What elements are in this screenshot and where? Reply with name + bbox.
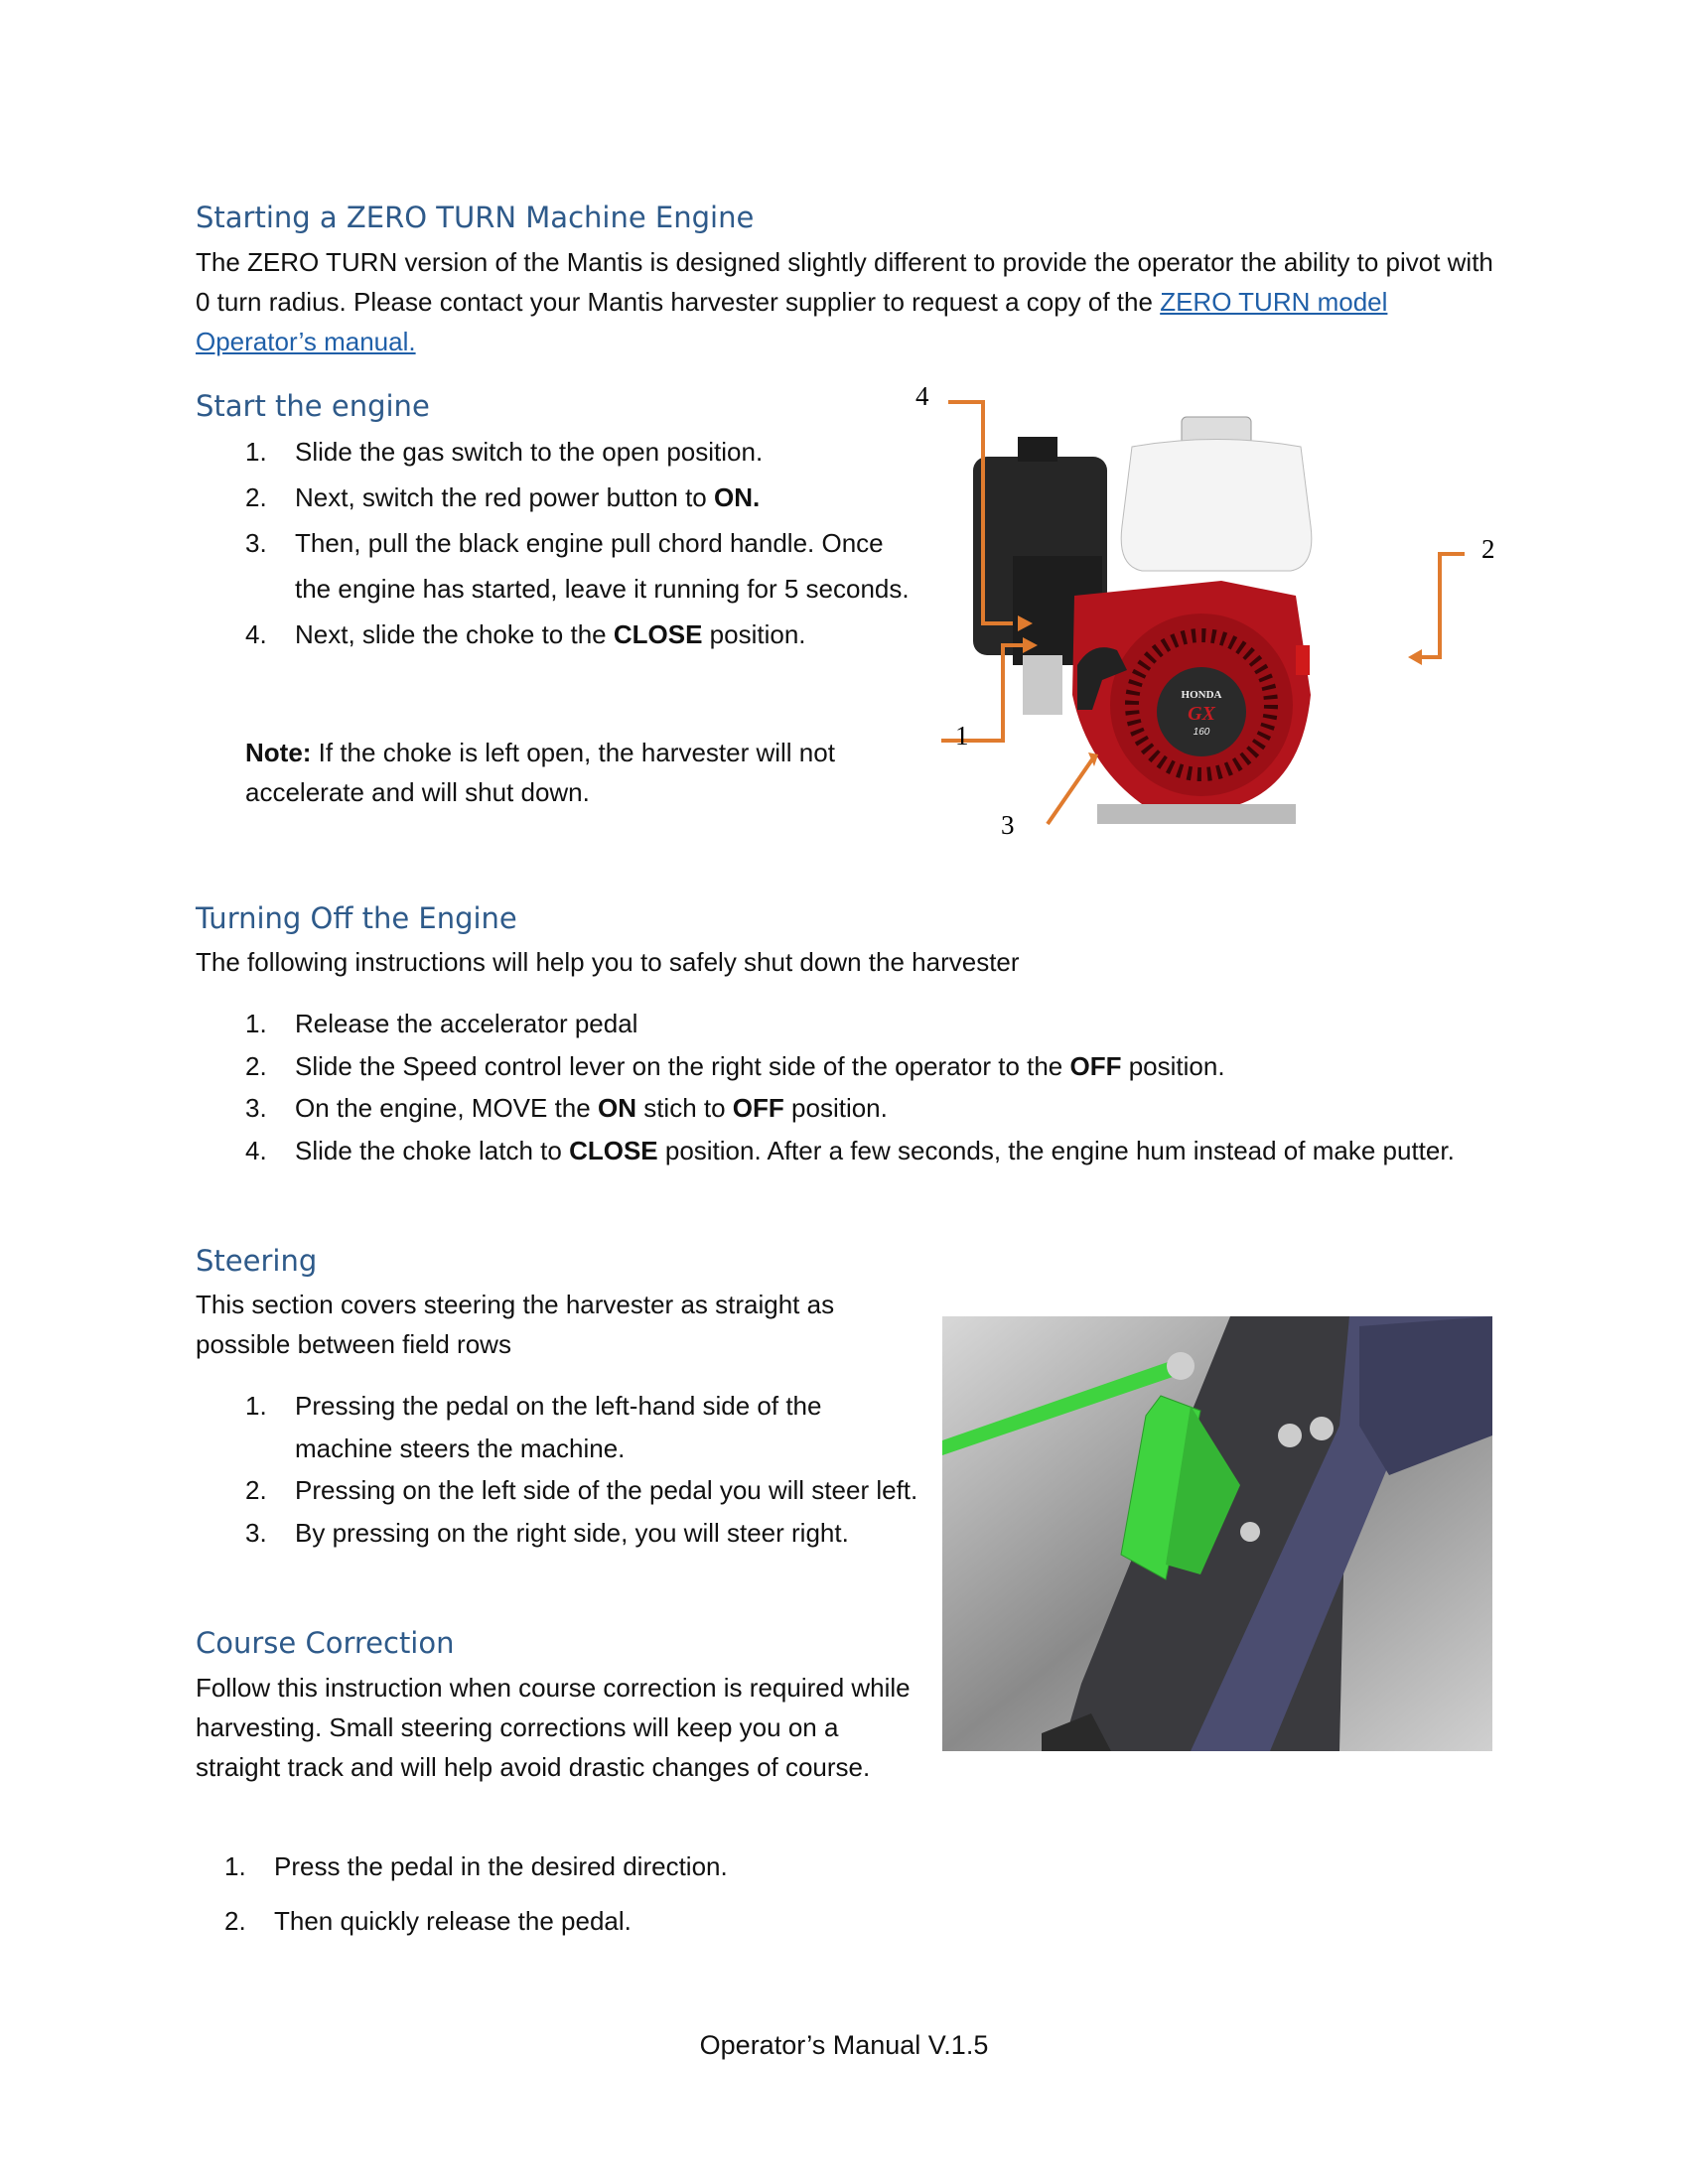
step-text: On the engine, MOVE the: [295, 1093, 598, 1123]
choke-note: [245, 733, 920, 812]
step-number: 2.: [245, 482, 267, 512]
list-item: [245, 475, 920, 520]
list-item: [245, 1385, 920, 1469]
step-number: 4.: [245, 619, 267, 649]
page-footer: Operator’s Manual V.1.5: [699, 2030, 989, 2060]
course-correction-intro: Follow this instruction when course correction is required while harvesting. Small steering corrections will keep you on a straight track and will help avoid drastic changes of course.: [196, 1673, 911, 1782]
zero-turn-text: The ZERO TURN version of the Mantis is designed slightly different to provide the operator the ability to pivot with 0 turn radius. Please contact your Mantis harvester supplier to request a copy of the: [196, 247, 1493, 317]
course-correction-steps: [224, 1840, 919, 1949]
step-text: Press the pedal in the desired direction.: [274, 1851, 728, 1881]
step-text: Release the accelerator pedal: [295, 1009, 638, 1038]
step-number: 1.: [245, 1009, 267, 1038]
step-text: position.: [702, 619, 806, 649]
list-item: [245, 1087, 1496, 1130]
engine-brand-label: HONDA: [1181, 689, 1222, 701]
list-item: [245, 612, 920, 657]
step-number: 1.: [245, 437, 267, 467]
list-item: [245, 1512, 920, 1555]
engine-model-label: GX: [1188, 703, 1215, 725]
list-item: [245, 1130, 1496, 1172]
engine-diagram: [894, 367, 1539, 864]
step-text: Next, switch the red power button to: [295, 482, 714, 512]
zero-turn-paragraph: [196, 242, 1496, 361]
step-number: 1.: [245, 1391, 267, 1421]
step-text: Then quickly release the pedal.: [274, 1906, 632, 1936]
step-text: Slide the gas switch to the open position.: [295, 437, 764, 467]
list-item: [245, 429, 920, 475]
note-text: If the choke is left open, the harvester will not accelerate and will shut down.: [245, 738, 835, 807]
step-bold: ON: [597, 1093, 636, 1123]
step-text: Pressing on the left side of the pedal you will steer left.: [295, 1475, 918, 1505]
steering-pedal-image: [942, 1316, 1492, 1751]
step-number: 2.: [245, 1050, 267, 1081]
callout-4: 4: [915, 381, 929, 411]
step-text: position.: [783, 1093, 888, 1123]
section-title-steering: Steering: [196, 1244, 318, 1278]
list-item: [245, 1045, 1496, 1088]
section-title-start-engine: Start the engine: [196, 389, 430, 423]
step-number: 4.: [245, 1135, 267, 1165]
callout-3: 3: [1001, 810, 1015, 840]
section-title-course-correction: Course Correction: [196, 1626, 455, 1660]
step-text: position.: [1121, 1050, 1225, 1081]
step-number: 2.: [224, 1906, 246, 1936]
list-item: [245, 1469, 920, 1512]
step-text: Pressing the pedal on the left-hand side of the machine steers the machine.: [295, 1391, 822, 1463]
step-bold: OFF: [732, 1093, 784, 1123]
section-title-turning-off: Turning Off the Engine: [196, 901, 517, 935]
turning-off-steps: [245, 1003, 1496, 1171]
step-number: 3.: [245, 1093, 267, 1123]
list-item: [224, 1894, 919, 1949]
note-label: Note:: [245, 738, 312, 767]
callout-1: 1: [955, 721, 969, 751]
section-title-zero-turn: Starting a ZERO TURN Machine Engine: [196, 201, 755, 234]
step-text: By pressing on the right side, you will steer right.: [295, 1517, 849, 1548]
step-text: Slide the Speed control lever on the right side of the operator to the: [295, 1050, 1070, 1081]
turning-off-intro: The following instructions will help you to safely shut down the harvester: [196, 947, 1020, 977]
step-number: 2.: [245, 1475, 267, 1505]
steering-intro: This section covers steering the harvester as straight as possible between field rows: [196, 1290, 835, 1359]
step-number: 1.: [224, 1851, 246, 1881]
step-text: Slide the choke latch to: [295, 1135, 570, 1165]
steering-steps: [245, 1385, 920, 1554]
list-item: [224, 1840, 919, 1894]
step-bold: ON.: [714, 482, 761, 512]
step-number: 3.: [245, 1517, 267, 1548]
zero-turn-manual-link[interactable]: ZERO TURN model Operator’s manual.: [196, 287, 1388, 356]
step-bold: CLOSE: [613, 619, 703, 649]
step-text: position. After a few seconds, the engine hum instead of make putter.: [657, 1135, 1455, 1165]
engine-size-label: 160: [1193, 727, 1210, 738]
start-engine-steps: [245, 429, 920, 657]
step-number: 3.: [245, 528, 267, 558]
step-bold: OFF: [1069, 1050, 1122, 1081]
step-text: Then, pull the black engine pull chord handle. Once the engine has started, leave it running for 5 seconds.: [295, 528, 910, 604]
callout-2: 2: [1481, 534, 1495, 564]
list-item: [245, 1003, 1496, 1045]
step-text: stich to: [635, 1093, 733, 1123]
step-bold: CLOSE: [569, 1135, 658, 1165]
list-item: [245, 520, 920, 612]
step-text: Next, slide the choke to the: [295, 619, 614, 649]
